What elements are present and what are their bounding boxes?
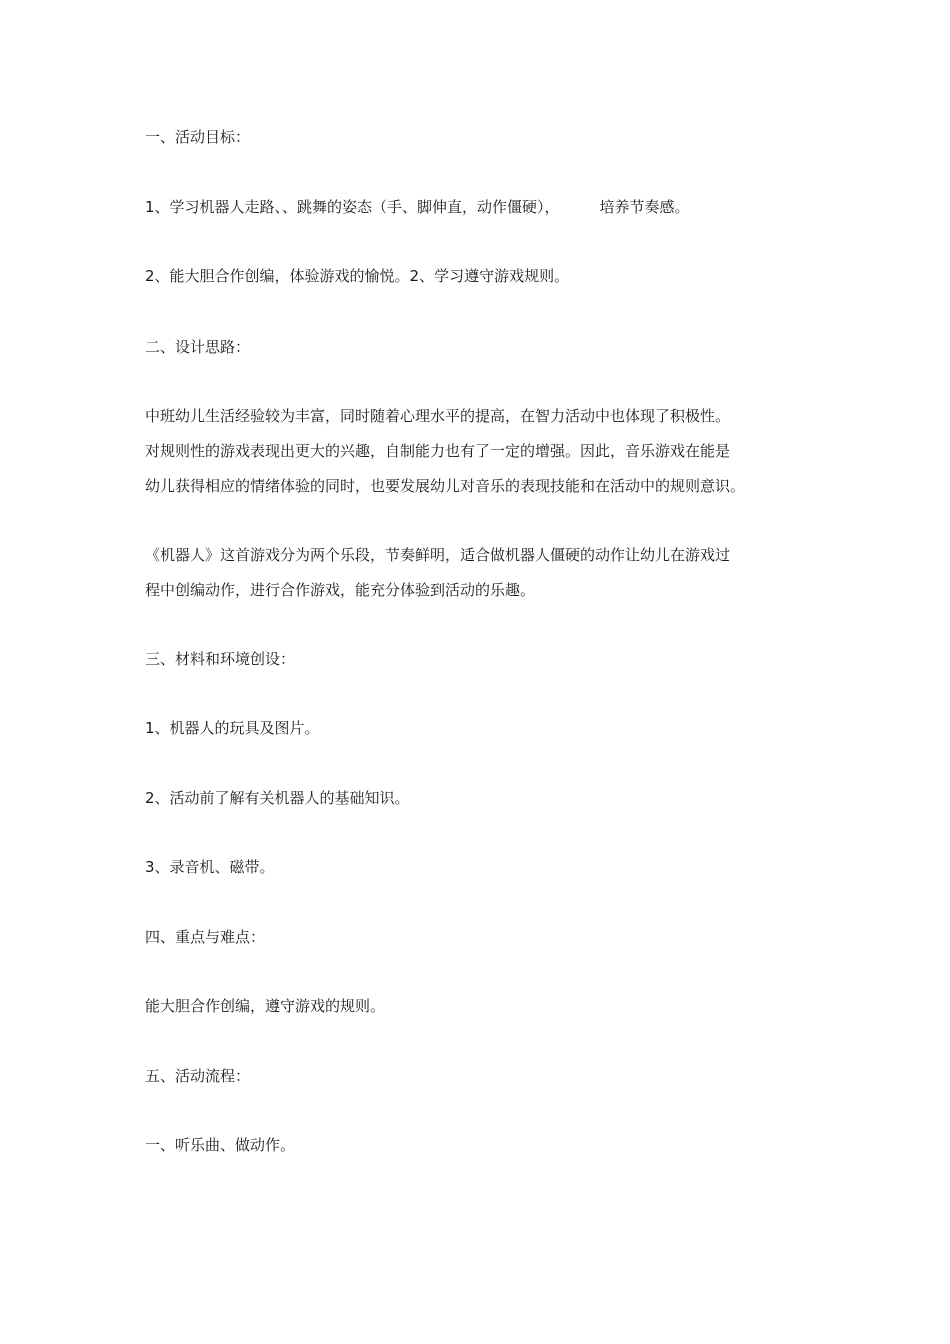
design-paragraph-1-line-3: 幼儿获得相应的情绪体验的同时，也要发展幼儿对音乐的表现技能和在活动中的规则意识。	[145, 477, 746, 495]
heading-activity-goals: 一、活动目标：	[145, 128, 251, 146]
material-item-2: 2、活动前了解有关机器人的基础知识。	[145, 789, 410, 807]
heading-activity-flow: 五、活动流程：	[145, 1067, 251, 1085]
goal-line-1-tail: 培养节奏感。	[599, 198, 690, 216]
heading-design-ideas: 二、设计思路：	[145, 338, 251, 356]
design-paragraph-2-line-1: 《机器人》这首游戏分为两个乐段，节奏鲜明，适合做机器人僵硬的动作让幼儿在游戏过	[145, 546, 731, 564]
goal-line-1	[145, 197, 690, 217]
key-points-text: 能大胆合作创编，遵守游戏的规则。	[145, 997, 386, 1015]
goal-line-1-text: 1、学习机器人走路、、跳舞的姿态（手、脚伸直，动作僵硬），	[145, 198, 560, 216]
design-paragraph-1-line-1: 中班幼儿生活经验较为丰富，同时随着心理水平的提高，在智力活动中也体现了积极性。	[145, 407, 731, 425]
goal-line-2: 2、能大胆合作创编，体验游戏的愉悦。2、学习遵守游戏规则。	[145, 267, 570, 285]
heading-materials: 三、材料和环境创设：	[145, 650, 296, 668]
flow-step-1: 一、听乐曲、做动作。	[145, 1136, 296, 1154]
material-item-3: 3、录音机、磁带。	[145, 858, 275, 876]
material-item-1: 1、机器人的玩具及图片。	[145, 719, 320, 737]
heading-key-points: 四、重点与难点：	[145, 928, 266, 946]
design-paragraph-1-line-2: 对规则性的游戏表现出更大的兴趣，自制能力也有了一定的增强。因此，音乐游戏在能是	[145, 442, 731, 460]
design-paragraph-2-line-2: 程中创编动作，进行合作游戏，能充分体验到活动的乐趣。	[145, 581, 536, 599]
